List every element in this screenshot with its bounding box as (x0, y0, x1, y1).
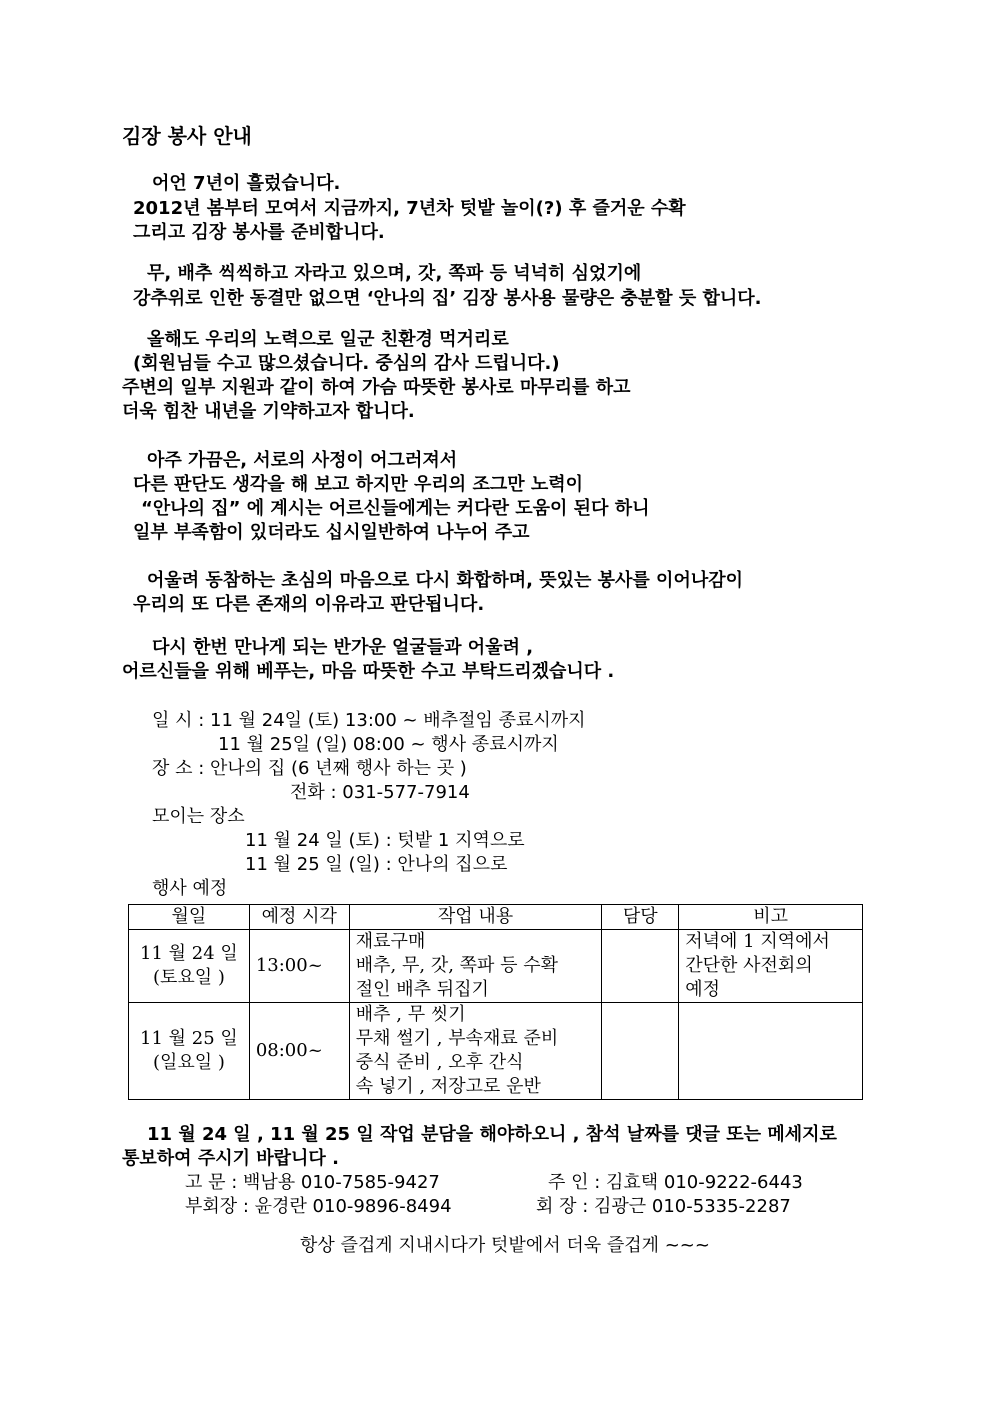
task-item: 절인 배추 뒤집기 (355, 979, 489, 1000)
document-title: 김장 봉사 안내 (122, 124, 252, 148)
note-line: 저녁에 1 지역에서 (685, 931, 830, 952)
owner-cell (602, 1003, 679, 1100)
contact-president: 회 장 : 김광근 010-5335-2287 (536, 1196, 791, 1217)
contact-vice-president: 부회장 : 윤경란 010-9896-8494 (185, 1196, 452, 1217)
paragraph-line: 더욱 힘찬 내년을 기약하고자 합니다. (122, 401, 415, 422)
paragraph-line: 2012년 봄부터 모여서 지금까지, 7년차 텃밭 놀이(?) 후 즐거운 수확 (133, 198, 686, 219)
paragraph-line: 올해도 우리의 노력으로 일군 친환경 먹거리로 (147, 329, 509, 350)
closing-line: 항상 즐겁게 지내시다가 텃밭에서 더욱 즐겁게 ~~~ (300, 1235, 710, 1256)
table-header-row (129, 905, 863, 930)
task-item: 무채 썰기 , 부속재료 준비 (355, 1028, 559, 1049)
schedule-table (128, 904, 863, 1100)
column-header: 월일 (129, 905, 250, 930)
paragraph-line: 아주 가끔은, 서로의 사정이 어그러져서 (147, 450, 458, 471)
tasks-cell (349, 1003, 602, 1100)
weekday-text: (일요일 ) (152, 1052, 225, 1073)
note-cell (679, 1003, 863, 1100)
tasks-cell (349, 930, 602, 1003)
contact-host: 주 인 : 김효택 010-9222-6443 (548, 1172, 803, 1193)
event-date-line: 11 월 25일 (일) 08:00 ~ 행사 종료시까지 (218, 734, 559, 755)
column-header: 작업 내용 (349, 905, 602, 930)
task-item: 중식 준비 , 오후 간식 (355, 1052, 524, 1073)
paragraph-line: 강추위로 인한 동결만 없으면 ‘안나의 집’ 김장 봉사용 물량은 충분할 듯 합니다. (133, 288, 762, 309)
paragraph-line: 일부 부족함이 있더라도 십시일반하여 나누어 주고 (133, 522, 530, 543)
paragraph-line: 다시 한번 만나게 되는 반가운 얼굴들과 어울려 , (152, 637, 534, 658)
notice-line: 통보하여 주시기 바랍니다 . (122, 1148, 339, 1169)
paragraph-line: 우리의 또 다른 존재의 이유라고 판단됩니다. (133, 594, 485, 615)
paragraph-line: 다른 판단도 생각을 해 보고 하지만 우리의 조그만 노력이 (133, 474, 584, 495)
meeting-place-line: 11 월 25 일 (일) : 안나의 집으로 (245, 854, 508, 875)
meeting-place-label: 모이는 장소 (152, 806, 245, 827)
date-cell (129, 1003, 250, 1100)
time-cell: 08:00~ (249, 1003, 349, 1100)
owner-cell (602, 930, 679, 1003)
paragraph-line: 어르신들을 위해 베푸는, 마음 따뜻한 수고 부탁드리겠습니다 . (122, 661, 615, 682)
column-header: 비고 (679, 905, 863, 930)
event-phone: 전화 : 031-577-7914 (290, 782, 470, 803)
task-item: 재료구매 (355, 931, 426, 952)
note-line: 간단한 사전회의 (685, 955, 813, 976)
task-item: 배추, 무, 갓, 쪽파 등 수확 (355, 955, 559, 976)
paragraph-line: (회원님들 수고 많으셨습니다. 중심의 감사 드립니다.) (133, 353, 560, 374)
note-cell (679, 930, 863, 1003)
paragraph-line: 어언 7년이 흘렀습니다. (152, 173, 341, 194)
time-cell: 13:00~ (249, 930, 349, 1003)
task-item: 속 넣기 , 저장고로 운반 (355, 1076, 541, 1097)
meeting-place-line: 11 월 24 일 (토) : 텃밭 1 지역으로 (245, 830, 525, 851)
notice-line: 11 월 24 일 , 11 월 25 일 작업 분담을 해야하오니 , 참석 날짜를 댓글 또는 메세지로 (147, 1124, 837, 1145)
table-row (129, 930, 863, 1003)
paragraph-line: 주변의 일부 지원과 같이 하여 가슴 따뜻한 봉사로 마무리를 하고 (122, 377, 631, 398)
paragraph-line: 무, 배추 씩씩하고 자라고 있으며, 갓, 쪽파 등 넉넉히 심었기에 (147, 263, 642, 284)
paragraph-line: 어울려 동참하는 초심의 마음으로 다시 화합하며, 뜻있는 봉사를 이어나감이 (147, 570, 743, 591)
paragraph-line: “안나의 집” 에 계시는 어르신들에게는 커다란 도움이 된다 하니 (141, 498, 650, 519)
paragraph-line: 그리고 김장 봉사를 준비합니다. (133, 222, 385, 243)
table-row (129, 1003, 863, 1100)
contact-advisor: 고 문 : 백남용 010-7585-9427 (185, 1172, 440, 1193)
weekday-text: (토요일 ) (152, 967, 225, 988)
date-cell (129, 930, 250, 1003)
event-date-line: 일 시 : 11 월 24일 (토) 13:00 ~ 배추절임 종료시까지 (152, 710, 586, 731)
column-header: 담당 (602, 905, 679, 930)
schedule-label: 행사 예정 (152, 878, 228, 899)
column-header: 예정 시각 (249, 905, 349, 930)
date-text: 11 월 25 일 (140, 1028, 238, 1049)
date-text: 11 월 24 일 (140, 943, 238, 964)
task-item: 배추 , 무 씻기 (355, 1004, 466, 1025)
note-line: 예정 (685, 979, 721, 1000)
event-place: 장 소 : 안나의 집 (6 년째 행사 하는 곳 ) (152, 758, 467, 779)
